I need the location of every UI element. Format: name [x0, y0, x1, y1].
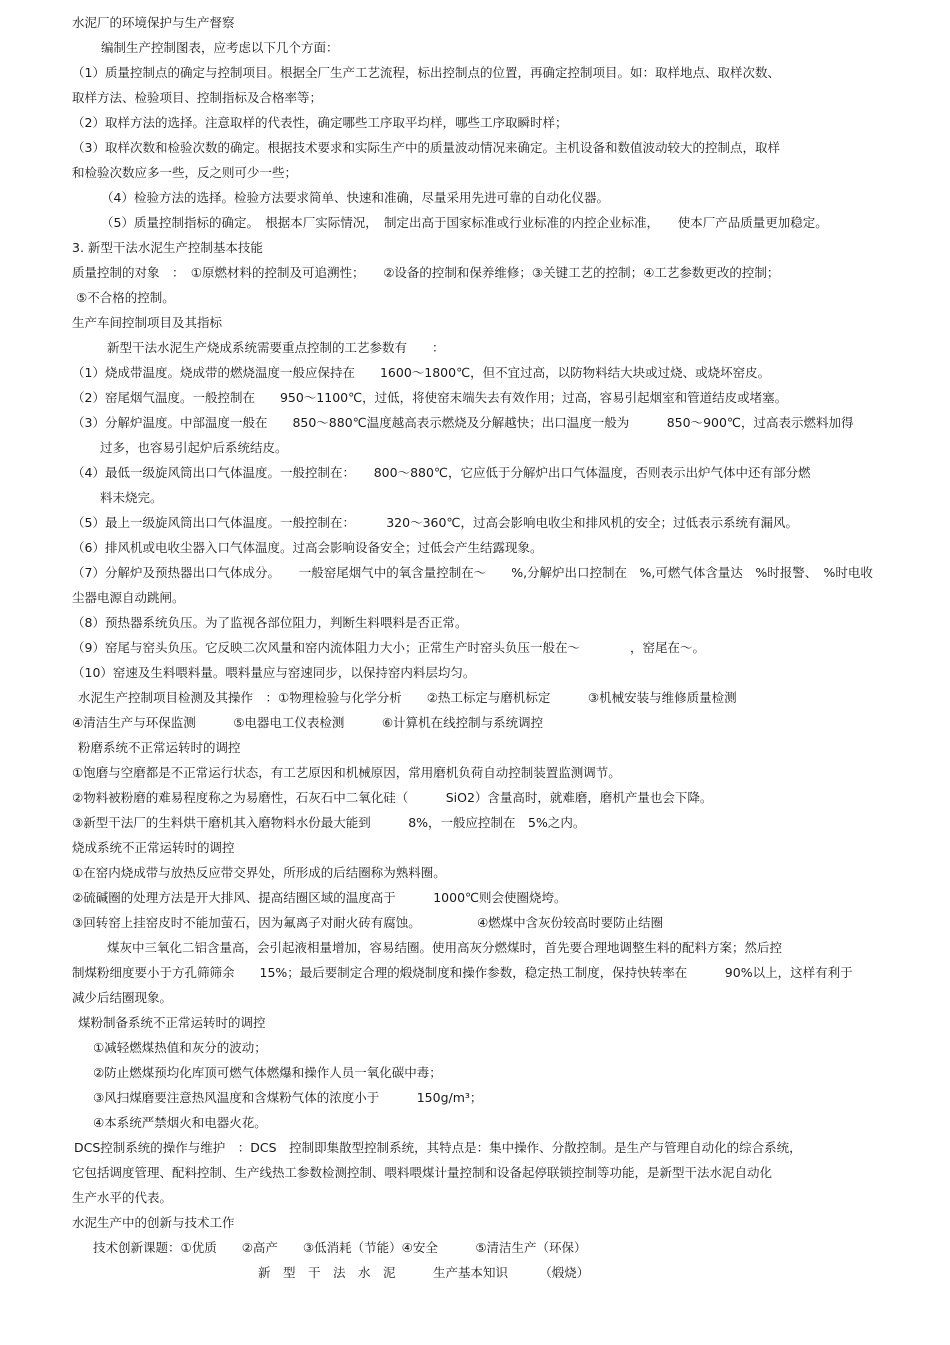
paragraph-line: 技术创新课题：①优质 ②高产 ③低消耗（节能）④安全 ⑤清洁生产（环保）	[93, 1240, 587, 1255]
paragraph-line: DCS控制系统的操作与维护 ：DCS 控制即集散型控制系统，其特点是：集中操作、分散控制。是生产与管理自动化的综合系统，	[74, 1140, 802, 1155]
paragraph-line: 减少后结圈现象。	[72, 990, 173, 1005]
paragraph-line: ④清洁生产与环保监测 ⑤电器电工仪表检测 ⑥计算机在线控制与系统调控	[72, 715, 544, 730]
paragraph-line: （5）最上一级旋风筒出口气体温度。一般控制在： 320～360℃，过高会影响电收尘和排风机的安全；过低表示系统有漏风。	[72, 515, 798, 530]
paragraph-line: 编制生产控制图表，应考虑以下几个方面：	[101, 40, 339, 55]
paragraph-line: 制煤粉细度要小于方孔筛筛余 15%；最后要制定合理的煅烧制度和操作参数，稳定热工制度，保持快转率在 90%以上，这样有利于	[72, 965, 853, 980]
paragraph-line: 水泥生产控制项目检测及其操作 ：①物理检验与化学分析 ②热工标定与磨机标定 ③机械安装与维修质量检测	[78, 690, 737, 705]
section-heading: 水泥生产中的创新与技术工作	[72, 1215, 235, 1230]
paragraph-line: （2）窑尾烟气温度。一般控制在 950～1100℃，过低，将使窑末端失去有效作用；过高，容易引起烟室和管道结皮或堵塞。	[72, 390, 788, 405]
section-heading: 水泥厂的环境保护与生产督察	[72, 15, 235, 30]
section-heading: 生产车间控制项目及其指标	[72, 315, 223, 330]
paragraph-line: （1）烧成带温度。烧成带的燃烧温度一般应保持在 1600～1800℃，但不宜过高，以防物料结大块或过烧、或烧坏窑皮。	[72, 365, 771, 380]
paragraph-line: 过多，也容易引起炉后系统结皮。	[100, 440, 288, 455]
paragraph-line: （10）窑速及生料喂料量。喂料量应与窑速同步，以保持窑内料层均匀。	[72, 665, 476, 680]
paragraph-line: （3）分解炉温度。中部温度一般在 850～880℃温度越高表示燃烧及分解越快；出口温度一般为 850～900℃，过高表示燃料加得	[72, 415, 854, 430]
paragraph-line: 和检验次数应多一些，反之则可少一些；	[72, 165, 298, 180]
list-item: ①减轻燃煤热值和灰分的波动；	[93, 1040, 267, 1055]
page-footer-title: 新 型 干 法 水 泥 生产基本知识 （煅烧）	[258, 1265, 590, 1280]
paragraph-line: ③新型干法厂的生料烘干磨机其入磨物料水份最大能到 8%，一般应控制在 5%之内。	[72, 815, 586, 830]
list-item: ③风扫煤磨要注意热风温度和含煤粉气体的浓度小于 150g/m³；	[93, 1090, 483, 1105]
list-item: ②防止燃煤预均化库顶可燃气体燃爆和操作人员一氧化碳中毒；	[93, 1065, 442, 1080]
paragraph-line: 料未烧完。	[100, 490, 163, 505]
paragraph-line: ⑤不合格的控制。	[76, 290, 175, 305]
section-heading: 粉磨系统不正常运转时的调控	[78, 740, 241, 755]
list-item: ④本系统严禁烟火和电器火花。	[93, 1115, 267, 1130]
paragraph-line: （7）分解炉及预热器出口气体成分。 一般窑尾烟气中的氧含量控制在～ %,分解炉出口控制在 %,可燃气体含量达 %时报警、 %时电收	[72, 565, 873, 580]
paragraph-line: （9）窑尾与窑头负压。它反映二次风量和窑内流体阻力大小；正常生产时窑头负压一般在～ ，窑尾在～。	[72, 640, 705, 655]
paragraph-line: （2）取样方法的选择。注意取样的代表性，确定哪些工序取平均样，哪些工序取瞬时样；	[72, 115, 568, 130]
section-heading: 煤粉制备系统不正常运转时的调控	[78, 1015, 266, 1030]
paragraph-line: 它包括调度管理、配料控制、生产线热工参数检测控制、喂料喂煤计量控制和设备起停联锁控制等功能，是新型干法水泥自动化	[72, 1165, 773, 1180]
paragraph-line: （6）排风机或电收尘器入口气体温度。过高会影响设备安全；过低会产生结露现象。	[72, 540, 543, 555]
paragraph-line: （4）检验方法的选择。检验方法要求简单、快速和准确，尽量采用先进可靠的自动化仪器。	[101, 190, 609, 205]
paragraph-line: 取样方法、检验项目、控制指标及合格率等；	[72, 90, 323, 105]
paragraph-line: （3）取样次数和检验次数的确定。根据技术要求和实际生产中的质量波动情况来确定。主机设备和数值波动较大的控制点，取样	[72, 140, 780, 155]
paragraph-line: ①饱磨与空磨都是不正常运行状态，有工艺原因和机械原因，常用磨机负荷自动控制装置监测调节。	[72, 765, 621, 780]
paragraph-line: （5）质量控制指标的确定。 根据本厂实际情况， 制定出高于国家标准或行业标准的内控企业标准， 使本厂产品质量更加稳定。	[101, 215, 828, 230]
section-heading: 3. 新型干法水泥生产控制基本技能	[72, 240, 263, 255]
paragraph-line: 尘器电源自动跳闸。	[72, 590, 185, 605]
paragraph-line: 生产水平的代表。	[72, 1190, 173, 1205]
paragraph-line: ①在窑内烧成带与放热反应带交界处，所形成的后结圈称为熟料圈。	[72, 865, 446, 880]
paragraph-line: 煤灰中三氧化二铝含量高，会引起液相量增加，容易结圈。使用高灰分燃煤时，首先要合理地调整生料的配料方案；然后控	[107, 940, 783, 955]
paragraph-line: （8）预热器系统负压。为了监视各部位阻力，判断生料喂料是否正常。	[72, 615, 468, 630]
paragraph-line: ②硫碱圈的处理方法是开大排风、提高结圈区域的温度高于 1000℃则会使圈烧垮。	[72, 890, 567, 905]
paragraph-line: 质量控制的对象 ： ①原燃材料的控制及可追溯性； ②设备的控制和保养维修；③关键工艺的控制；④工艺参数更改的控制；	[72, 265, 780, 280]
paragraph-line: （4）最低一级旋风筒出口气体温度。一般控制在： 800～880℃，它应低于分解炉出口气体温度，否则表示出炉气体中还有部分燃	[72, 465, 811, 480]
paragraph-line: ②物料被粉磨的难易程度称之为易磨性，石灰石中二氧化硅（ SiO2）含量高时，就难磨，磨机产量也会下降。	[72, 790, 713, 805]
paragraph-line: 新型干法水泥生产烧成系统需要重点控制的工艺参数有 ：	[107, 340, 445, 355]
paragraph-line: （1）质量控制点的确定与控制项目。根据全厂生产工艺流程，标出控制点的位置，再确定控制项目。如：取样地点、取样次数、	[72, 65, 780, 80]
section-heading: 烧成系统不正常运转时的调控	[72, 840, 235, 855]
paragraph-line: ③回转窑上挂窑皮时不能加萤石，因为氟离子对耐火砖有腐蚀。 ④燃煤中含灰份较高时要防止结圈	[72, 915, 664, 930]
